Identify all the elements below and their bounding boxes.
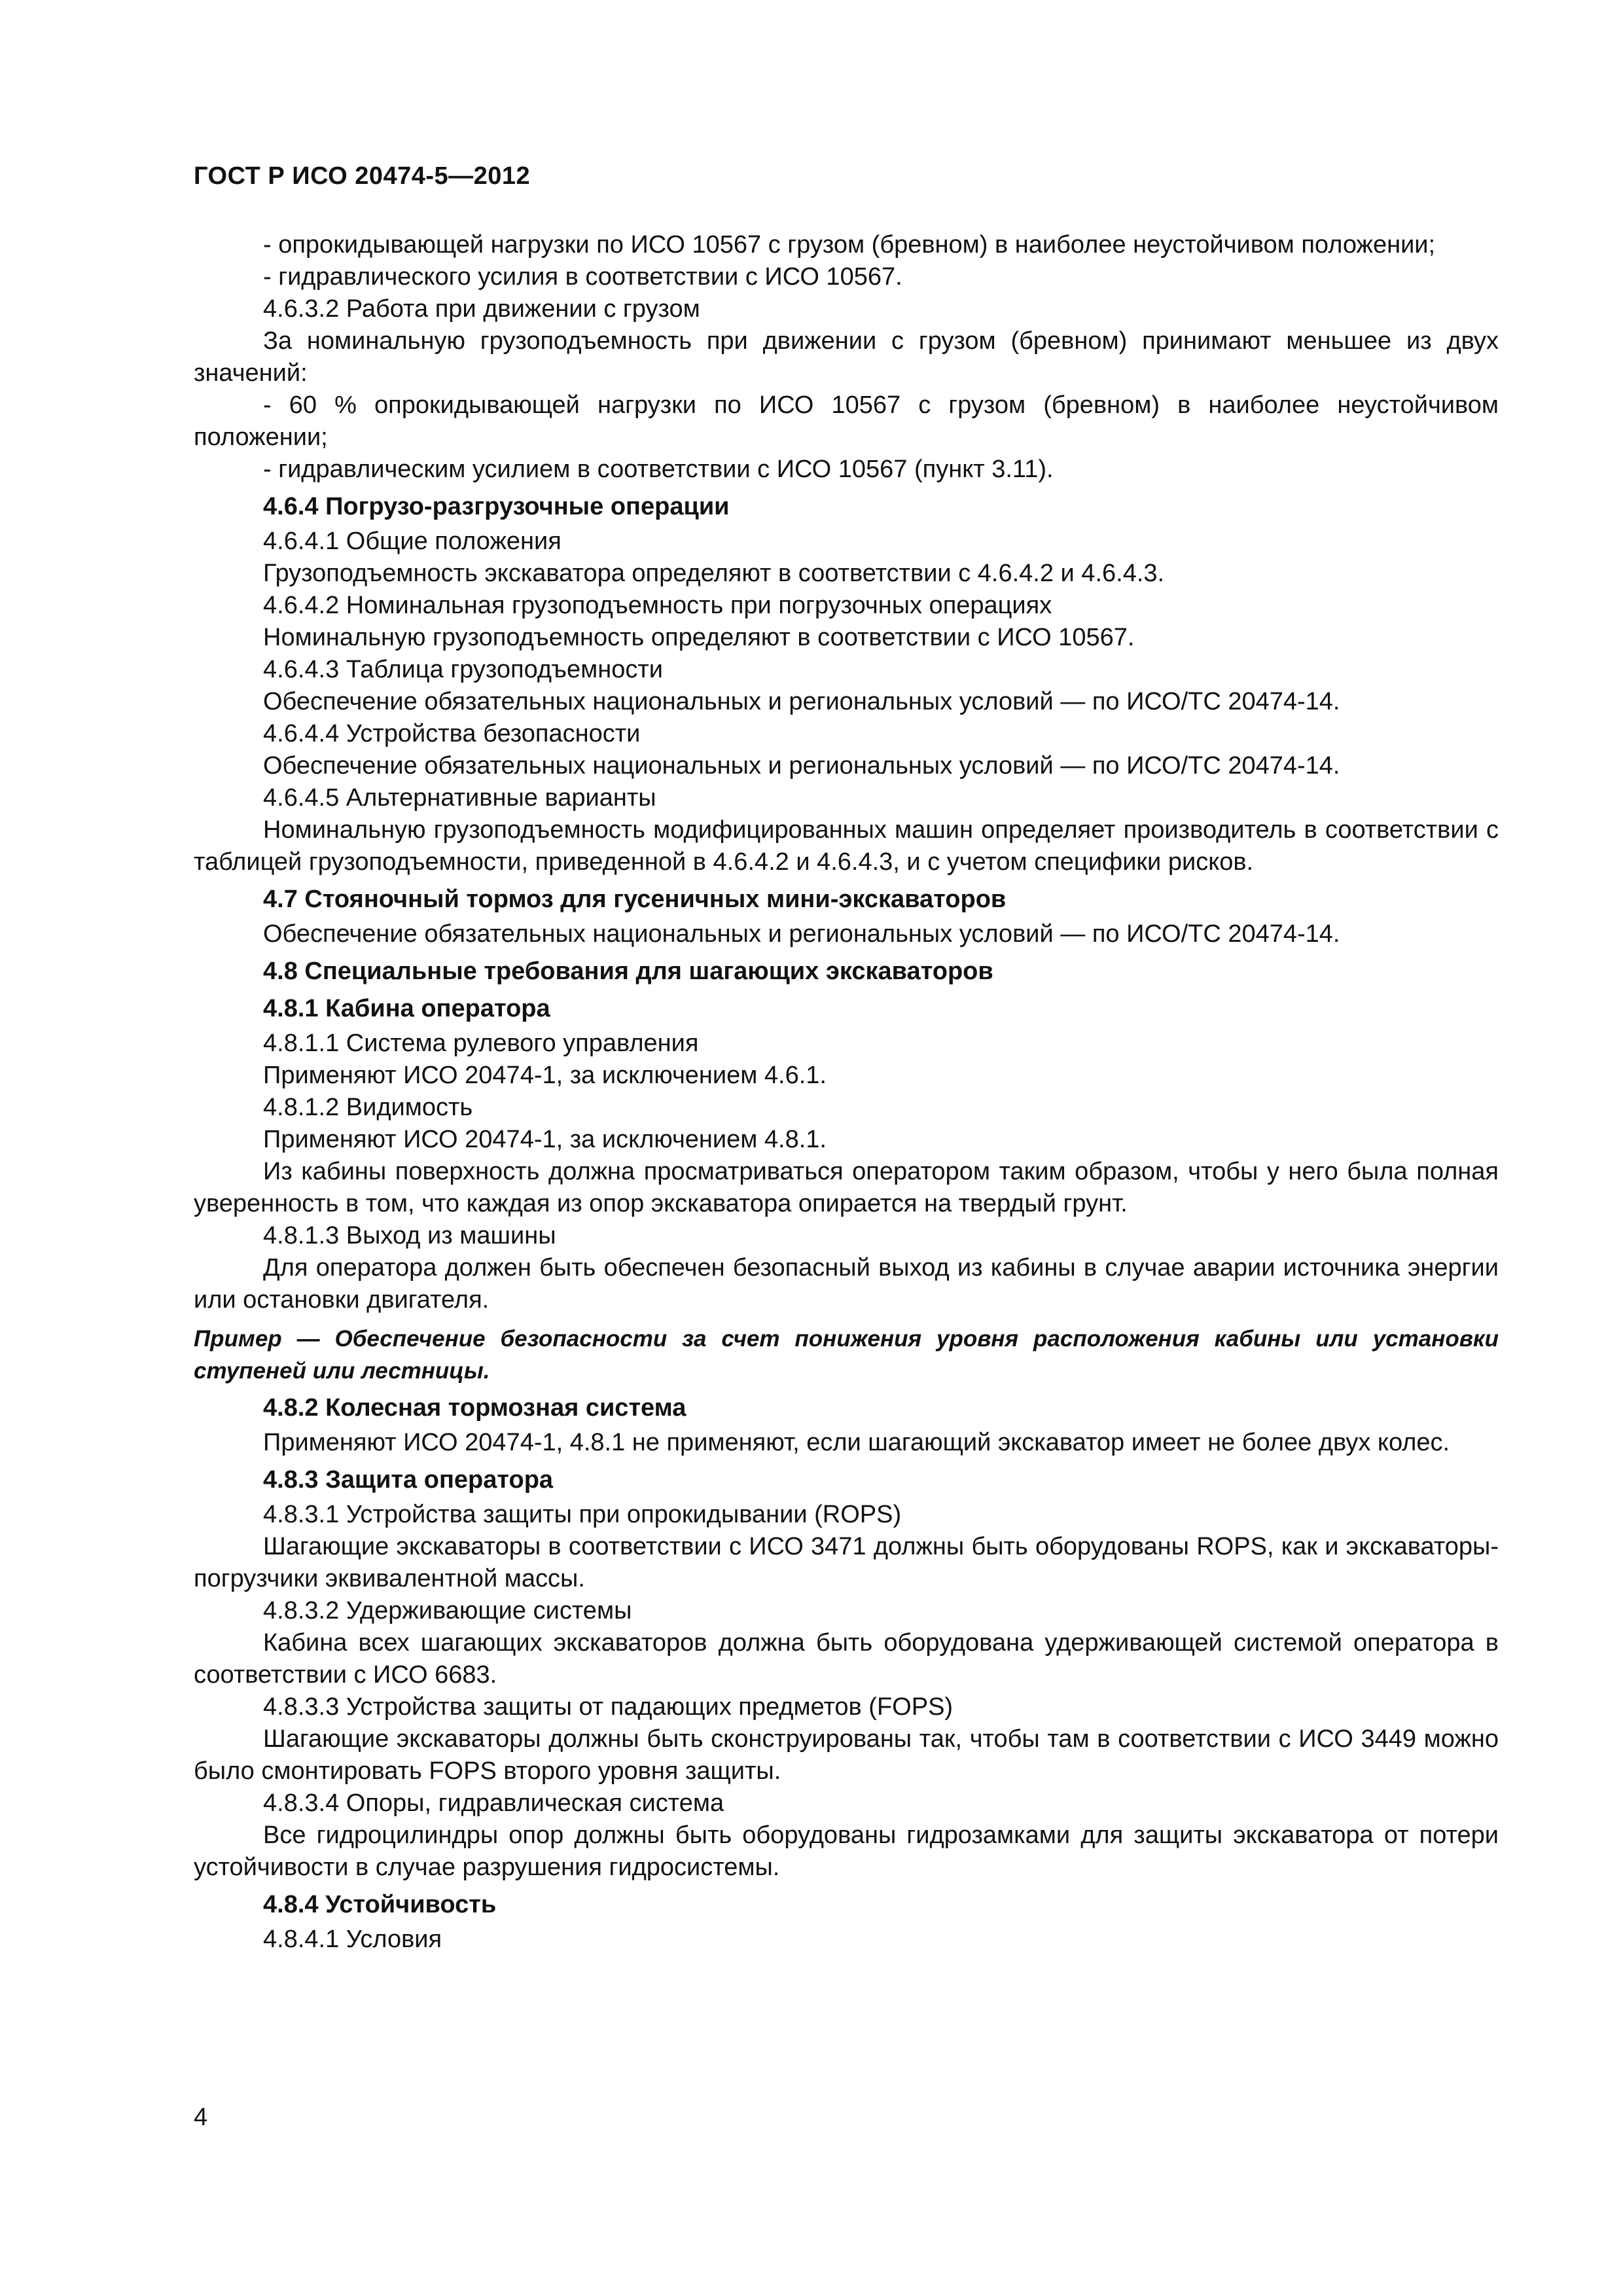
paragraph: Шагающие экскаваторы в соответствии с ИСО 3471 должны быть оборудованы ROPS, как и экскаваторы-погрузчики эквивалентной массы. xyxy=(194,1533,1499,1592)
paragraph: Шагающие экскаваторы должны быть сконструированы так, чтобы там в соответствии с ИСО 3449 можно было смонтировать FOPS второго уровня защиты. xyxy=(194,1725,1499,1785)
paragraph: 4.6.3.2 Работа при движении с грузом xyxy=(263,295,700,323)
paragraph: - гидравлического усилия в соответствии с ИСО 10567. xyxy=(263,263,902,291)
example-note: Пример — Обеспечение безопасности за счет понижения уровня расположения кабины или установки ступеней или лестницы. xyxy=(194,1326,1499,1384)
page-number: 4 xyxy=(194,2104,208,2131)
paragraph: Все гидроцилиндры опор должны быть оборудованы гидрозамками для защиты экскаватора от потери устойчивости в случае разрушения гидросистемы. xyxy=(194,1821,1499,1881)
paragraph: 4.6.4.1 Общие положения xyxy=(263,528,562,555)
paragraph: 4.6.4.5 Альтернативные варианты xyxy=(263,784,656,812)
paragraph: 4.8.1.2 Видимость xyxy=(263,1094,473,1121)
paragraph: - опрокидывающей нагрузки по ИСО 10567 с грузом (бревном) в наиболее неустойчивом положении; xyxy=(263,231,1436,259)
document-body xyxy=(194,229,1499,1956)
paragraph: Обеспечение обязательных национальных и региональных условий — по ИСО/ТС 20474-14. xyxy=(263,920,1340,948)
paragraph: 4.8.4.1 Условия xyxy=(263,1926,442,1953)
paragraph: 4.6.4.2 Номинальная грузоподъемность при погрузочных операциях xyxy=(263,592,1052,619)
paragraph: 4.6.4.4 Устройства безопасности xyxy=(263,720,641,747)
section-heading: 4.6.4 Погрузо-разгрузочные операции xyxy=(263,493,730,520)
section-heading: 4.8.4 Устойчивость xyxy=(263,1891,497,1918)
paragraph: Номинальную грузоподъемность модифицированных машин определяет производитель в соответствии с таблицей грузоподъемности, приведенной в 4.6.4.2 и 4.6.4.3, и с учетом специфики рисков. xyxy=(194,816,1499,876)
paragraph: 4.8.1.1 Система рулевого управления xyxy=(263,1030,699,1057)
paragraph: Кабина всех шагающих экскаваторов должна быть оборудована удерживающей системой оператора в соответствии с ИСО 6683. xyxy=(194,1629,1499,1689)
paragraph: 4.8.3.1 Устройства защиты при опрокидывании (ROPS) xyxy=(263,1501,902,1528)
paragraph: За номинальную грузоподъемность при движении с грузом (бревном) принимают меньшее из двух значений: xyxy=(194,327,1499,387)
section-heading: 4.8.1 Кабина оператора xyxy=(263,995,550,1022)
section-heading: 4.7 Стояночный тормоз для гусеничных мини-экскаваторов xyxy=(263,886,1007,913)
paragraph: Применяют ИСО 20474-1, за исключением 4.8.1. xyxy=(263,1126,827,1153)
paragraph: 4.8.3.4 Опоры, гидравлическая система xyxy=(263,1789,724,1817)
section-heading: 4.8.3 Защита оператора xyxy=(263,1466,554,1494)
paragraph: Грузоподъемность экскаватора определяют в соответствии с 4.6.4.2 и 4.6.4.3. xyxy=(263,560,1165,587)
paragraph: 4.6.4.3 Таблица грузоподъемности xyxy=(263,656,663,683)
section-heading: 4.8 Специальные требования для шагающих экскаваторов xyxy=(263,958,993,985)
paragraph: - гидравлическим усилием в соответствии с ИСО 10567 (пункт 3.11). xyxy=(263,456,1054,483)
paragraph: 4.8.1.3 Выход из машины xyxy=(263,1222,556,1249)
paragraph: Для оператора должен быть обеспечен безопасный выход из кабины в случае аварии источника энергии или остановки двигателя. xyxy=(194,1254,1499,1314)
document-header-id: ГОСТ Р ИСО 20474-5—2012 xyxy=(194,162,531,190)
paragraph: 4.8.3.3 Устройства защиты от падающих предметов (FOPS) xyxy=(263,1693,954,1721)
paragraph: Из кабины поверхность должна просматриваться оператором таким образом, чтобы у него была полная уверенность в том, что каждая из опор экскаватора опирается на твердый грунт. xyxy=(194,1158,1499,1217)
paragraph: 4.8.3.2 Удерживающие системы xyxy=(263,1597,632,1624)
paragraph: Номинальную грузоподъемность определяют в соответствии с ИСО 10567. xyxy=(263,624,1135,651)
paragraph: Обеспечение обязательных национальных и региональных условий — по ИСО/ТС 20474-14. xyxy=(263,752,1340,780)
paragraph: Применяют ИСО 20474-1, за исключением 4.6.1. xyxy=(263,1062,827,1089)
paragraph: Применяют ИСО 20474-1, 4.8.1 не применяют, если шагающий экскаватор имеет не более двух колес. xyxy=(263,1429,1450,1456)
section-heading: 4.8.2 Колесная тормозная система xyxy=(263,1394,687,1422)
paragraph: Обеспечение обязательных национальных и региональных условий — по ИСО/ТС 20474-14. xyxy=(263,688,1340,715)
paragraph: - 60 % опрокидывающей нагрузки по ИСО 10567 с грузом (бревном) в наиболее неустойчивом положении; xyxy=(194,391,1499,451)
